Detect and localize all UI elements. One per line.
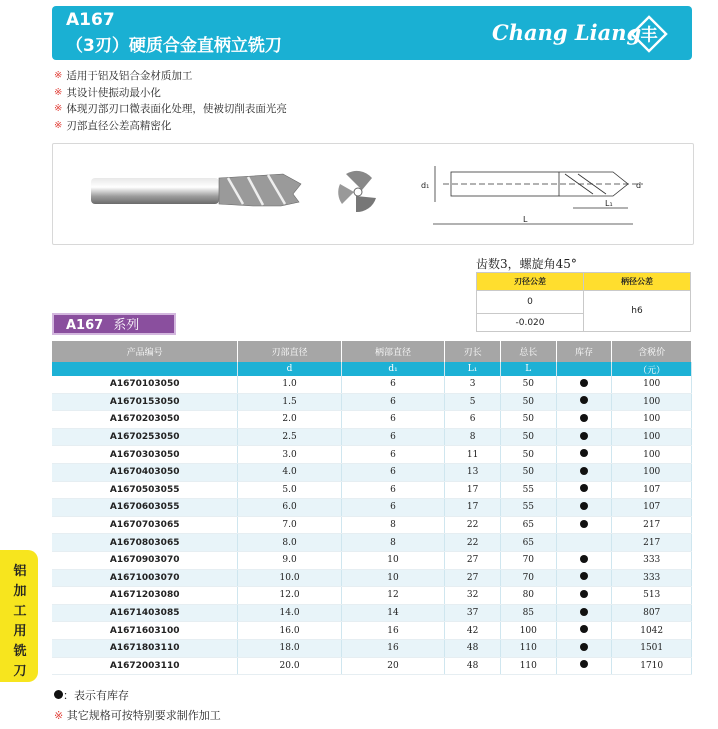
table-cell: 20.0	[238, 657, 341, 675]
product-code-cell: A1671803110	[52, 639, 238, 657]
table-cell: 13	[445, 463, 501, 481]
product-code-cell: A1670503055	[52, 481, 238, 499]
table-cell: 100	[612, 428, 692, 446]
product-code-cell: A1671203080	[52, 587, 238, 605]
table-cell: 14.0	[238, 604, 341, 622]
tol-header-cutting: 刃径公差	[477, 273, 584, 291]
table-cell: 333	[612, 551, 692, 569]
table-cell: 9.0	[238, 551, 341, 569]
column-subheader: L	[500, 362, 556, 376]
stock-dot-icon	[54, 690, 63, 699]
logo-char: 丰	[640, 25, 658, 46]
table-cell: 4.0	[238, 463, 341, 481]
product-code-cell: A1670253050	[52, 428, 238, 446]
table-cell: 65	[500, 516, 556, 534]
table-cell: 50	[500, 446, 556, 464]
table-cell: 6	[341, 499, 444, 517]
table-cell	[556, 481, 612, 499]
product-code: A167	[66, 10, 115, 30]
table-row	[52, 551, 692, 569]
column-header: 产品编号	[52, 341, 238, 362]
in-stock-dot-icon	[580, 572, 588, 580]
product-code-cell: A1670703065	[52, 516, 238, 534]
table-cell: 6	[341, 393, 444, 411]
in-stock-dot-icon	[580, 520, 588, 528]
column-header: 柄部直径	[341, 341, 444, 362]
footer-notes	[54, 686, 221, 726]
table-cell	[556, 463, 612, 481]
product-image-panel	[52, 143, 694, 245]
table-row	[52, 622, 692, 640]
table-cell: 70	[500, 569, 556, 587]
table-cell: 6	[341, 428, 444, 446]
tol-shank: h6	[584, 291, 691, 332]
table-cell: 6	[341, 376, 444, 393]
feature-text: 其设计使振动最小化	[66, 86, 161, 99]
product-code-cell: A1672003110	[52, 657, 238, 675]
table-cell: 2.0	[238, 411, 341, 429]
in-stock-dot-icon	[580, 608, 588, 616]
table-row	[52, 657, 692, 675]
table-cell	[556, 622, 612, 640]
table-cell: 42	[445, 622, 501, 640]
table-cell	[556, 569, 612, 587]
tol-lower: -0.020	[477, 314, 584, 332]
product-code-cell: A1670303050	[52, 446, 238, 464]
table-cell: 6	[341, 411, 444, 429]
table-cell: 50	[500, 376, 556, 393]
table-cell: 1.5	[238, 393, 341, 411]
table-cell	[556, 411, 612, 429]
table-cell: 8.0	[238, 534, 341, 552]
table-cell: 107	[612, 481, 692, 499]
table-cell	[556, 604, 612, 622]
dim-d1: d₁	[421, 181, 430, 190]
table-cell: 3.0	[238, 446, 341, 464]
table-row	[52, 604, 692, 622]
table-row	[52, 534, 692, 552]
table-cell: 16	[341, 639, 444, 657]
table-cell: 50	[500, 411, 556, 429]
table-cell: 513	[612, 587, 692, 605]
cross-section-icon	[338, 171, 376, 212]
table-cell: 6	[341, 446, 444, 464]
table-cell: 100	[612, 411, 692, 429]
column-header: 总长	[500, 341, 556, 362]
technical-drawing	[433, 166, 643, 224]
tolerance-table	[476, 272, 691, 332]
column-header: 含税价	[612, 341, 692, 362]
in-stock-dot-icon	[580, 449, 588, 457]
end-mill-illustration	[53, 144, 693, 244]
table-cell	[556, 516, 612, 534]
column-subheader: d₁	[341, 362, 444, 376]
product-code-cell: A1670603055	[52, 499, 238, 517]
feature-text: 体现刃部刃口微表面化处理，使被切削表面光亮	[66, 103, 287, 115]
column-subheader: d	[238, 362, 341, 376]
shank-shape	[91, 178, 219, 204]
table-cell	[556, 657, 612, 675]
table-cell: 8	[341, 534, 444, 552]
table-cell: 100	[612, 376, 692, 393]
feature-marker: ※	[54, 86, 63, 98]
table-cell: 12	[341, 587, 444, 605]
table-cell: 5.0	[238, 481, 341, 499]
table-row	[52, 569, 692, 587]
feature-list	[54, 68, 287, 134]
in-stock-dot-icon	[580, 484, 588, 492]
table-cell: 11	[445, 446, 501, 464]
column-subheader	[556, 362, 612, 376]
table-cell: 1710	[612, 657, 692, 675]
table-row	[52, 463, 692, 481]
table-cell	[556, 446, 612, 464]
column-subheader: L₁	[445, 362, 501, 376]
product-code-cell: A1670403050	[52, 463, 238, 481]
table-cell: 6.0	[238, 499, 341, 517]
feature-marker: ※	[54, 70, 63, 81]
in-stock-dot-icon	[580, 432, 588, 440]
table-row	[52, 639, 692, 657]
in-stock-dot-icon	[580, 502, 588, 510]
table-row	[52, 446, 692, 464]
table-row	[52, 587, 692, 605]
feature-item	[54, 101, 287, 118]
category-side-tab	[0, 550, 38, 682]
table-cell: 5	[445, 393, 501, 411]
table-cell: 100	[612, 393, 692, 411]
table-cell: 333	[612, 569, 692, 587]
side-tab-char: 工	[13, 604, 27, 619]
product-code-cell: A1670803065	[52, 534, 238, 552]
product-code-cell: A1670203050	[52, 411, 238, 429]
table-cell: 100	[612, 463, 692, 481]
in-stock-dot-icon	[580, 379, 588, 387]
side-tab-char: 用	[13, 624, 27, 639]
in-stock-dot-icon	[580, 467, 588, 475]
table-cell: 80	[500, 587, 556, 605]
product-code-cell: A1671003070	[52, 569, 238, 587]
teeth-spec: 齿数3，螺旋角45°	[476, 257, 577, 271]
product-title: （3刃）硬质合金直柄立铣刀	[66, 36, 282, 56]
table-cell: 27	[445, 569, 501, 587]
table-cell	[556, 551, 612, 569]
dim-L: L	[523, 215, 528, 224]
header-banner	[52, 6, 692, 60]
side-tab-char: 加	[13, 584, 27, 599]
table-cell	[556, 534, 612, 552]
other-note: 其它规格可按特别要求制作加工	[66, 709, 221, 722]
feature-marker: ※	[54, 103, 63, 114]
feature-text: 刃部直径公差高精密化	[66, 119, 172, 132]
table-cell: 32	[445, 587, 501, 605]
tol-upper: 0	[477, 291, 584, 314]
table-cell: 10.0	[238, 569, 341, 587]
table-cell: 16	[341, 622, 444, 640]
table-cell: 8	[341, 516, 444, 534]
table-cell: 37	[445, 604, 501, 622]
table-cell: 6	[445, 411, 501, 429]
in-stock-dot-icon	[580, 396, 588, 404]
dim-L1: L₁	[605, 199, 613, 208]
table-cell: 22	[445, 534, 501, 552]
table-cell: 17	[445, 481, 501, 499]
dim-d: d	[636, 181, 642, 190]
table-cell: 6	[341, 481, 444, 499]
table-cell: 65	[500, 534, 556, 552]
table-cell	[556, 499, 612, 517]
table-cell: 807	[612, 604, 692, 622]
in-stock-dot-icon	[580, 660, 588, 668]
table-cell: 8	[445, 428, 501, 446]
column-header: 刃长	[445, 341, 501, 362]
table-cell	[556, 587, 612, 605]
series-code: A167	[66, 318, 104, 333]
table-cell: 50	[500, 463, 556, 481]
table-cell: 110	[500, 657, 556, 675]
stock-note: ：表示有库存	[63, 689, 129, 702]
product-code-cell: A1670103050	[52, 376, 238, 393]
tol-header-shank: 柄径公差	[584, 273, 691, 291]
table-row	[52, 481, 692, 499]
feature-text: 适用于铝及铝合金材质加工	[66, 70, 193, 82]
table-row	[52, 376, 692, 393]
table-cell: 2.5	[238, 428, 341, 446]
table-cell: 14	[341, 604, 444, 622]
table-cell: 6	[341, 463, 444, 481]
table-row	[52, 411, 692, 429]
table-cell: 22	[445, 516, 501, 534]
table-row	[52, 428, 692, 446]
feature-item	[54, 68, 287, 85]
table-row	[52, 516, 692, 534]
product-code-cell: A1671603100	[52, 622, 238, 640]
note-marker: ※	[54, 709, 64, 722]
feature-marker: ※	[54, 119, 63, 131]
table-cell: 1042	[612, 622, 692, 640]
table-cell: 55	[500, 499, 556, 517]
column-subheader: （元）	[612, 362, 692, 376]
table-cell	[556, 428, 612, 446]
table-cell: 20	[341, 657, 444, 675]
side-tab-char: 铝	[13, 564, 27, 579]
table-cell: 107	[612, 499, 692, 517]
side-tab-char: 铣	[13, 644, 27, 659]
in-stock-dot-icon	[580, 643, 588, 651]
product-code-cell: A1670903070	[52, 551, 238, 569]
table-cell: 48	[445, 639, 501, 657]
in-stock-dot-icon	[580, 414, 588, 422]
table-cell	[556, 393, 612, 411]
table-cell	[556, 376, 612, 393]
product-table	[52, 341, 692, 675]
table-cell: 100	[500, 622, 556, 640]
table-cell: 27	[445, 551, 501, 569]
table-cell: 50	[500, 393, 556, 411]
table-cell: 48	[445, 657, 501, 675]
table-cell: 7.0	[238, 516, 341, 534]
feature-item	[54, 85, 287, 102]
table-cell: 10	[341, 569, 444, 587]
table-cell	[556, 639, 612, 657]
table-cell: 1.0	[238, 376, 341, 393]
side-tab-char: 刀	[13, 664, 27, 679]
product-code-cell: A1671403085	[52, 604, 238, 622]
column-header: 库存	[556, 341, 612, 362]
brand-name: Chang Liang	[492, 20, 642, 45]
table-cell: 18.0	[238, 639, 341, 657]
table-cell: 17	[445, 499, 501, 517]
product-code-cell: A1670153050	[52, 393, 238, 411]
table-cell: 12.0	[238, 587, 341, 605]
series-text: 系列	[113, 318, 140, 333]
table-row	[52, 499, 692, 517]
table-cell: 110	[500, 639, 556, 657]
column-header: 刃部直径	[238, 341, 341, 362]
feature-item	[54, 118, 287, 135]
table-cell: 50	[500, 428, 556, 446]
column-subheader	[52, 362, 238, 376]
table-cell: 3	[445, 376, 501, 393]
table-cell: 10	[341, 551, 444, 569]
table-cell: 217	[612, 516, 692, 534]
in-stock-dot-icon	[580, 625, 588, 633]
brand-logo-icon	[630, 15, 668, 53]
table-cell: 55	[500, 481, 556, 499]
in-stock-dot-icon	[580, 555, 588, 563]
table-cell: 16.0	[238, 622, 341, 640]
table-cell: 217	[612, 534, 692, 552]
series-label	[52, 313, 176, 335]
table-cell: 100	[612, 446, 692, 464]
table-cell: 85	[500, 604, 556, 622]
table-row	[52, 393, 692, 411]
table-cell: 1501	[612, 639, 692, 657]
in-stock-dot-icon	[580, 590, 588, 598]
table-cell: 70	[500, 551, 556, 569]
